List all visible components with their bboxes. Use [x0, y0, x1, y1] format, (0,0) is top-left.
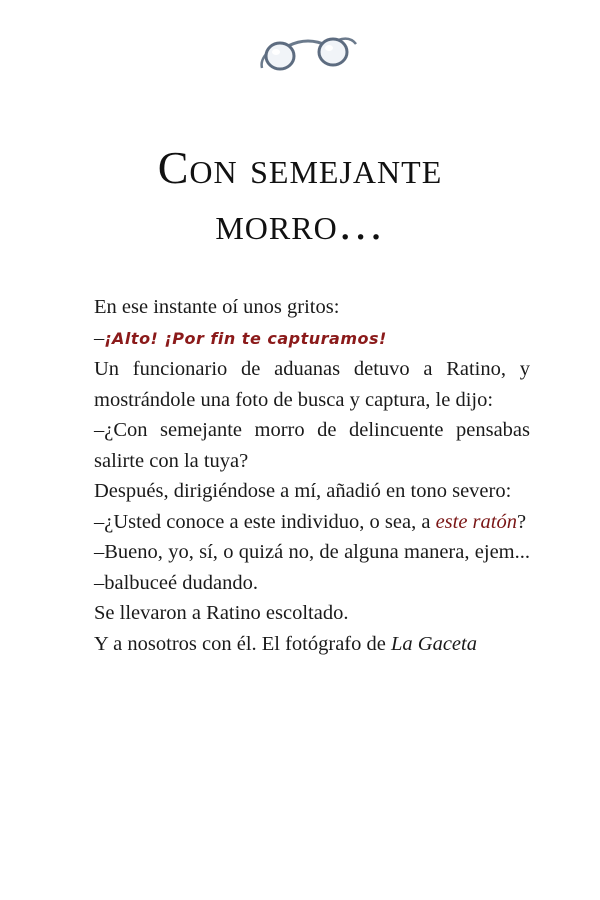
glasses-icon — [258, 30, 358, 76]
newspaper-title: La Gaceta — [390, 632, 477, 655]
chapter-body — [94, 292, 530, 659]
paragraph — [94, 507, 530, 538]
paragraph: Un funcionario de aduanas detuvo a Ratino, y mostrándole una foto de busca y captura, le dijo: — [94, 358, 530, 411]
paragraph-text: Y a nosotros con él. El fotógrafo de — [94, 632, 391, 655]
chapter-title — [0, 140, 600, 252]
paragraph: –¿Con semejante morro de delincuente pensabas salirte con la tuya? — [94, 419, 530, 472]
shout-text: ¡Alto! ¡Por fin te capturamos! — [104, 328, 387, 348]
paragraph: Se llevaron a Ratino escoltado. — [94, 602, 349, 624]
dialogue-dash: – — [94, 326, 105, 349]
paragraph: –Bueno, yo, sí, o quizá no, de alguna manera, ejem... –balbuceé dudando. — [94, 541, 530, 594]
chapter-title-line-1: Con semejante — [157, 142, 443, 193]
emphasis-text: este ratón — [435, 510, 517, 533]
paragraph: Después, dirigiéndose a mí, añadió en tono severo: — [94, 480, 512, 502]
paragraph-text: ? — [516, 510, 527, 533]
paragraph-text: –¿Usted conoce a este individuo, o sea, a — [94, 510, 436, 533]
paragraph: En ese instante oí unos gritos: — [94, 296, 340, 318]
paragraph-shout — [94, 323, 530, 355]
paragraph — [94, 629, 530, 660]
chapter-title-line-2: morro… — [215, 198, 385, 249]
